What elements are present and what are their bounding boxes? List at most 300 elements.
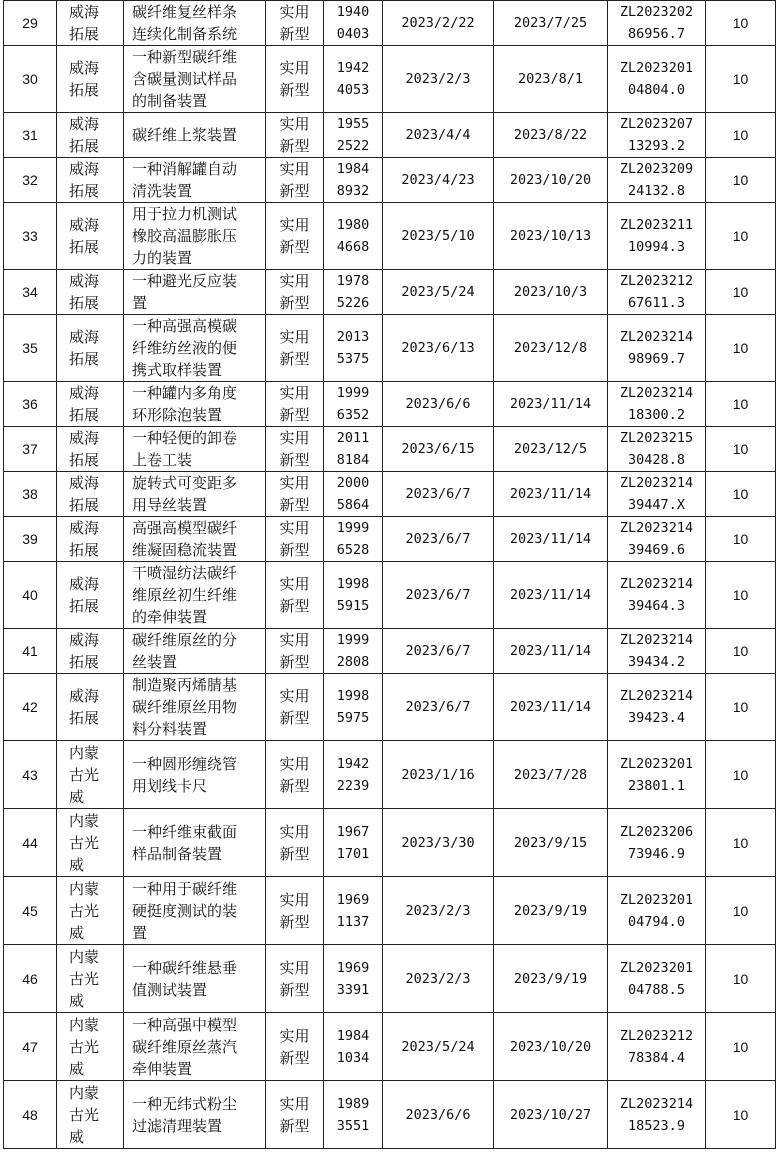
patent-type-cell-line: 实用 bbox=[279, 822, 310, 841]
table-row bbox=[4, 562, 776, 629]
company-cell-line: 威 bbox=[69, 787, 85, 806]
grant-date-cell: 2023/9/15 bbox=[494, 809, 608, 877]
patent-type-cell-line: 实用 bbox=[279, 384, 310, 402]
patent-name-cell-line: 一种轻便的卸卷 bbox=[132, 429, 238, 447]
patent-number-cell-line: ZL2023214 bbox=[619, 576, 694, 592]
company-cell bbox=[57, 629, 124, 674]
application-number-cell-line: 3551 bbox=[336, 1117, 370, 1134]
table-row bbox=[4, 1013, 776, 1081]
grant-date-cell: 2023/8/22 bbox=[494, 113, 608, 158]
patent-type-cell bbox=[266, 629, 324, 674]
patent-name-cell-line: 清洗装置 bbox=[132, 182, 193, 200]
patent-number-cell bbox=[608, 203, 706, 270]
patent-number-cell-line: 86956.7 bbox=[628, 26, 685, 42]
application-number-cell-line: 5864 bbox=[336, 497, 370, 513]
table-row bbox=[4, 113, 776, 158]
patent-name-cell-line: 一种圆形缠绕管 bbox=[132, 754, 238, 773]
term-years-cell: 10 bbox=[706, 741, 776, 809]
patent-number-cell bbox=[608, 629, 706, 674]
table-row bbox=[4, 46, 776, 113]
application-number-cell-line: 2011 bbox=[336, 430, 370, 446]
company-cell bbox=[57, 203, 124, 270]
patent-type-cell-line: 实用 bbox=[279, 429, 310, 447]
patent-number-cell bbox=[608, 945, 706, 1013]
patent-name-cell-line: 制造聚丙烯腈基 bbox=[132, 676, 238, 694]
patent-number-cell-line: ZL2023206 bbox=[619, 823, 694, 840]
patent-name-cell-line: 上卷工装 bbox=[132, 451, 193, 469]
patent-type-cell bbox=[266, 427, 324, 472]
patent-number-cell bbox=[608, 517, 706, 562]
apply-date-cell: 2023/6/7 bbox=[383, 562, 494, 629]
patent-number-cell-line: 39469.6 bbox=[628, 542, 685, 558]
table-row bbox=[4, 472, 776, 517]
patent-type-cell bbox=[266, 741, 324, 809]
patent-type-cell-line: 实用 bbox=[279, 1026, 310, 1045]
company-cell-line: 拓展 bbox=[69, 350, 100, 368]
patent-type-cell-line: 新型 bbox=[279, 406, 310, 424]
application-number-cell bbox=[324, 113, 383, 158]
application-number-cell bbox=[324, 1013, 383, 1081]
patent-number-cell-line: ZL2023214 bbox=[619, 520, 694, 536]
apply-date-cell: 2023/2/3 bbox=[383, 46, 494, 113]
patent-number-cell-line: 04794.0 bbox=[628, 913, 685, 930]
patent-type-cell-line: 新型 bbox=[279, 182, 310, 200]
patent-type-cell bbox=[266, 472, 324, 517]
company-cell-line: 威 bbox=[69, 923, 85, 942]
patent-type-cell-line: 新型 bbox=[279, 496, 310, 514]
patent-type-cell-line: 新型 bbox=[279, 350, 310, 368]
company-cell-line: 威海 bbox=[69, 328, 100, 346]
patent-type-cell bbox=[266, 158, 324, 203]
table-row bbox=[4, 1081, 776, 1149]
patent-number-cell bbox=[608, 382, 706, 427]
patent-type-cell-line: 实用 bbox=[279, 1094, 310, 1113]
table-row bbox=[4, 427, 776, 472]
patent-name-cell-line: 环形除泡装置 bbox=[132, 406, 223, 424]
company-cell-line: 威海 bbox=[69, 474, 100, 492]
application-number-cell-line: 1701 bbox=[336, 845, 370, 862]
patent-name-cell-line: 含碳量测试样品 bbox=[132, 70, 238, 88]
application-number-cell-line: 1989 bbox=[336, 1095, 370, 1112]
patent-number-cell-line: ZL2023201 bbox=[619, 891, 694, 908]
application-number-cell bbox=[324, 315, 383, 382]
application-number-cell-line: 1984 bbox=[336, 161, 370, 177]
application-number-cell-line: 1998 bbox=[336, 576, 370, 592]
row-index: 44 bbox=[4, 809, 57, 877]
patent-number-cell-line: ZL2023214 bbox=[619, 688, 694, 704]
application-number-cell bbox=[324, 741, 383, 809]
table-row bbox=[4, 203, 776, 270]
application-number-cell-line: 1999 bbox=[336, 520, 370, 536]
application-number-cell-line: 1999 bbox=[336, 385, 370, 401]
table-row bbox=[4, 158, 776, 203]
patent-type-cell-line: 实用 bbox=[279, 754, 310, 773]
patent-name-cell-line: 一种罐内多角度 bbox=[132, 384, 238, 402]
term-years-cell: 10 bbox=[706, 629, 776, 674]
apply-date-cell: 2023/2/3 bbox=[383, 877, 494, 945]
patent-number-cell bbox=[608, 270, 706, 315]
company-cell-line: 内蒙 bbox=[69, 947, 100, 966]
application-number-cell-line: 1034 bbox=[336, 1049, 370, 1066]
company-cell-line: 内蒙 bbox=[69, 1015, 100, 1034]
grant-date-cell: 2023/11/14 bbox=[494, 629, 608, 674]
patent-name-cell bbox=[124, 158, 266, 203]
term-years-cell: 10 bbox=[706, 945, 776, 1013]
grant-date-cell: 2023/11/14 bbox=[494, 674, 608, 741]
row-index: 30 bbox=[4, 46, 57, 113]
company-cell-line: 威海 bbox=[69, 575, 100, 593]
patent-number-cell bbox=[608, 1, 706, 46]
patent-number-cell bbox=[608, 427, 706, 472]
patent-name-cell-line: 一种避光反应装 bbox=[132, 272, 238, 290]
application-number-cell-line: 2239 bbox=[336, 777, 370, 794]
apply-date-cell: 2023/6/7 bbox=[383, 674, 494, 741]
application-number-cell bbox=[324, 1, 383, 46]
patent-type-cell-line: 实用 bbox=[279, 631, 310, 649]
patent-name-cell-line: 一种高强中模型 bbox=[132, 1015, 238, 1034]
company-cell-line: 拓展 bbox=[69, 653, 100, 671]
application-number-cell-line: 1969 bbox=[336, 959, 370, 976]
patent-name-cell bbox=[124, 674, 266, 741]
application-number-cell-line: 2808 bbox=[336, 654, 370, 670]
company-cell bbox=[57, 270, 124, 315]
company-cell-line: 威海 bbox=[69, 631, 100, 649]
patent-name-cell-line: 维凝固稳流装置 bbox=[132, 541, 238, 559]
company-cell-line: 威海 bbox=[69, 384, 100, 402]
company-cell-line: 威 bbox=[69, 1127, 85, 1146]
table-row bbox=[4, 382, 776, 427]
table-row bbox=[4, 270, 776, 315]
company-cell bbox=[57, 945, 124, 1013]
grant-date-cell: 2023/11/14 bbox=[494, 562, 608, 629]
company-cell-line: 内蒙 bbox=[69, 879, 100, 898]
patent-number-cell-line: 39464.3 bbox=[628, 598, 685, 614]
patent-name-cell-line: 连续化制备系统 bbox=[132, 25, 238, 43]
patent-name-cell-line: 置 bbox=[132, 923, 148, 942]
term-years-cell: 10 bbox=[706, 877, 776, 945]
company-cell bbox=[57, 877, 124, 945]
patent-type-cell-line: 实用 bbox=[279, 519, 310, 537]
patent-type-cell-line: 新型 bbox=[279, 137, 310, 155]
patent-type-cell-line: 新型 bbox=[279, 912, 310, 931]
patent-type-cell-line: 实用 bbox=[279, 160, 310, 178]
patent-name-cell-line: 料分料装置 bbox=[132, 720, 208, 738]
patent-number-cell-line: ZL2023214 bbox=[619, 329, 694, 345]
patent-name-cell-line: 高强高模型碳纤 bbox=[132, 519, 238, 537]
patent-type-cell-line: 实用 bbox=[279, 216, 310, 234]
company-cell-line: 内蒙 bbox=[69, 1083, 100, 1102]
apply-date-cell: 2023/2/3 bbox=[383, 945, 494, 1013]
grant-date-cell: 2023/10/20 bbox=[494, 1013, 608, 1081]
company-cell-line: 威 bbox=[69, 1059, 85, 1078]
patent-name-cell bbox=[124, 472, 266, 517]
company-cell bbox=[57, 382, 124, 427]
patent-name-cell bbox=[124, 741, 266, 809]
patent-name-cell-line: 一种新型碳纤维 bbox=[132, 48, 238, 66]
grant-date-cell: 2023/11/14 bbox=[494, 472, 608, 517]
patent-name-cell-line: 一种无纬式粉尘 bbox=[132, 1094, 238, 1113]
row-index: 39 bbox=[4, 517, 57, 562]
apply-date-cell: 2023/5/24 bbox=[383, 270, 494, 315]
application-number-cell-line: 8932 bbox=[336, 183, 370, 199]
patent-type-cell bbox=[266, 382, 324, 427]
company-cell-line: 古光 bbox=[69, 765, 100, 784]
patent-name-cell-line: 碳纤维原丝的分 bbox=[132, 631, 238, 649]
table-row bbox=[4, 1, 776, 46]
patent-number-cell-line: 04788.5 bbox=[628, 981, 685, 998]
company-cell-line: 内蒙 bbox=[69, 743, 100, 762]
patent-type-cell-line: 新型 bbox=[279, 451, 310, 469]
patent-number-cell-line: 04804.0 bbox=[628, 82, 685, 98]
application-number-cell bbox=[324, 46, 383, 113]
row-index: 48 bbox=[4, 1081, 57, 1149]
application-number-cell bbox=[324, 427, 383, 472]
patent-number-cell bbox=[608, 1013, 706, 1081]
patent-number-cell-line: 39434.2 bbox=[628, 654, 685, 670]
patent-type-cell bbox=[266, 203, 324, 270]
row-index: 40 bbox=[4, 562, 57, 629]
patent-number-cell-line: 10994.3 bbox=[628, 239, 685, 255]
patent-type-cell-line: 新型 bbox=[279, 238, 310, 256]
application-number-cell-line: 1967 bbox=[336, 823, 370, 840]
apply-date-cell: 2023/6/7 bbox=[383, 472, 494, 517]
patent-name-cell-line: 丝装置 bbox=[132, 653, 178, 671]
application-number-cell-line: 1980 bbox=[336, 217, 370, 233]
company-cell-line: 古光 bbox=[69, 833, 100, 852]
patent-number-cell-line: ZL2023214 bbox=[619, 385, 694, 401]
patent-number-cell-line: ZL2023201 bbox=[619, 959, 694, 976]
patent-number-cell-line: ZL2023214 bbox=[619, 1095, 694, 1112]
company-cell bbox=[57, 46, 124, 113]
term-years-cell: 10 bbox=[706, 674, 776, 741]
patent-number-cell bbox=[608, 113, 706, 158]
patent-number-cell-line: 18300.2 bbox=[628, 407, 685, 423]
company-cell bbox=[57, 517, 124, 562]
row-index: 45 bbox=[4, 877, 57, 945]
patent-name-cell bbox=[124, 1081, 266, 1149]
patent-number-cell-line: ZL2023207 bbox=[619, 116, 694, 132]
apply-date-cell: 2023/4/23 bbox=[383, 158, 494, 203]
company-cell-line: 拓展 bbox=[69, 597, 100, 615]
term-years-cell: 10 bbox=[706, 1013, 776, 1081]
patent-number-cell bbox=[608, 46, 706, 113]
term-years-cell: 10 bbox=[706, 517, 776, 562]
grant-date-cell: 2023/7/25 bbox=[494, 1, 608, 46]
patent-type-cell-line: 新型 bbox=[279, 1048, 310, 1067]
company-cell-line: 威海 bbox=[69, 160, 100, 178]
row-index: 34 bbox=[4, 270, 57, 315]
company-cell bbox=[57, 741, 124, 809]
patent-number-cell-line: ZL2023209 bbox=[619, 161, 694, 177]
application-number-cell-line: 5975 bbox=[336, 710, 370, 726]
company-cell-line: 拓展 bbox=[69, 406, 100, 424]
patent-name-cell bbox=[124, 427, 266, 472]
patent-name-cell-line: 干喷湿纺法碳纤 bbox=[132, 564, 238, 582]
term-years-cell: 10 bbox=[706, 427, 776, 472]
row-index: 41 bbox=[4, 629, 57, 674]
term-years-cell: 10 bbox=[706, 1081, 776, 1149]
patent-number-cell-line: 98969.7 bbox=[628, 351, 685, 367]
patent-number-cell-line: 78384.4 bbox=[628, 1049, 685, 1066]
application-number-cell-line: 1137 bbox=[336, 913, 370, 930]
company-cell bbox=[57, 1013, 124, 1081]
table-row bbox=[4, 315, 776, 382]
term-years-cell: 10 bbox=[706, 113, 776, 158]
company-cell-line: 威海 bbox=[69, 115, 100, 133]
patent-number-cell bbox=[608, 1081, 706, 1149]
patent-name-cell bbox=[124, 517, 266, 562]
patent-type-cell-line: 实用 bbox=[279, 115, 310, 133]
patent-number-cell-line: 30428.8 bbox=[628, 452, 685, 468]
company-cell-line: 威海 bbox=[69, 216, 100, 234]
application-number-cell bbox=[324, 270, 383, 315]
patent-type-cell-line: 新型 bbox=[279, 653, 310, 671]
term-years-cell: 10 bbox=[706, 562, 776, 629]
patent-number-cell bbox=[608, 877, 706, 945]
patent-number-cell-line: ZL2023215 bbox=[619, 430, 694, 446]
application-number-cell-line: 2522 bbox=[336, 138, 370, 154]
patent-number-cell-line: 18523.9 bbox=[628, 1117, 685, 1134]
apply-date-cell: 2023/6/15 bbox=[383, 427, 494, 472]
application-number-cell-line: 3391 bbox=[336, 981, 370, 998]
company-cell-line: 威海 bbox=[69, 272, 100, 290]
application-number-cell-line: 1978 bbox=[336, 273, 370, 289]
row-index: 32 bbox=[4, 158, 57, 203]
row-index: 36 bbox=[4, 382, 57, 427]
patent-type-cell-line: 新型 bbox=[279, 1116, 310, 1135]
company-cell-line: 拓展 bbox=[69, 25, 100, 43]
application-number-cell-line: 6352 bbox=[336, 407, 370, 423]
application-number-cell bbox=[324, 877, 383, 945]
company-cell-line: 拓展 bbox=[69, 294, 100, 312]
company-cell-line: 威海 bbox=[69, 3, 100, 21]
patent-type-cell bbox=[266, 46, 324, 113]
table-row bbox=[4, 629, 776, 674]
patent-number-cell-line: 39423.4 bbox=[628, 710, 685, 726]
patent-name-cell-line: 硬挺度测试的装 bbox=[132, 901, 238, 920]
table-row bbox=[4, 517, 776, 562]
apply-date-cell: 2023/6/7 bbox=[383, 517, 494, 562]
patent-name-cell-line: 一种碳纤维悬垂 bbox=[132, 958, 238, 977]
patent-name-cell bbox=[124, 877, 266, 945]
application-number-cell bbox=[324, 382, 383, 427]
patent-type-cell bbox=[266, 517, 324, 562]
company-cell bbox=[57, 1081, 124, 1149]
patent-name-cell-line: 样品制备装置 bbox=[132, 844, 223, 863]
patent-name-cell-line: 携式取样装置 bbox=[132, 361, 223, 379]
company-cell-line: 古光 bbox=[69, 1037, 100, 1056]
company-cell bbox=[57, 315, 124, 382]
patent-number-cell bbox=[608, 809, 706, 877]
patent-name-cell bbox=[124, 1, 266, 46]
application-number-cell-line: 5915 bbox=[336, 598, 370, 614]
apply-date-cell: 2023/6/6 bbox=[383, 382, 494, 427]
patent-type-cell-line: 新型 bbox=[279, 980, 310, 999]
patent-type-cell-line: 新型 bbox=[279, 81, 310, 99]
patent-type-cell-line: 实用 bbox=[279, 575, 310, 593]
company-cell-line: 古光 bbox=[69, 901, 100, 920]
application-number-cell-line: 1940 bbox=[336, 4, 370, 20]
patent-name-cell bbox=[124, 809, 266, 877]
grant-date-cell: 2023/10/3 bbox=[494, 270, 608, 315]
patent-type-cell bbox=[266, 945, 324, 1013]
company-cell-line: 威海 bbox=[69, 59, 100, 77]
term-years-cell: 10 bbox=[706, 1, 776, 46]
grant-date-cell: 2023/12/5 bbox=[494, 427, 608, 472]
patent-type-cell-line: 实用 bbox=[279, 3, 310, 21]
patent-name-cell-line: 用导丝装置 bbox=[132, 496, 208, 514]
application-number-cell-line: 1998 bbox=[336, 688, 370, 704]
grant-date-cell: 2023/11/14 bbox=[494, 517, 608, 562]
company-cell-line: 拓展 bbox=[69, 81, 100, 99]
patent-type-cell bbox=[266, 877, 324, 945]
company-cell-line: 拓展 bbox=[69, 451, 100, 469]
row-index: 42 bbox=[4, 674, 57, 741]
row-index: 31 bbox=[4, 113, 57, 158]
patent-name-cell-line: 置 bbox=[132, 294, 148, 312]
company-cell-line: 威 bbox=[69, 855, 85, 874]
grant-date-cell: 2023/9/19 bbox=[494, 877, 608, 945]
patent-number-cell bbox=[608, 741, 706, 809]
term-years-cell: 10 bbox=[706, 158, 776, 203]
patent-name-cell bbox=[124, 1013, 266, 1081]
patent-number-cell-line: ZL2023212 bbox=[619, 273, 694, 289]
patent-type-cell-line: 实用 bbox=[279, 890, 310, 909]
table-row bbox=[4, 945, 776, 1013]
patent-type-cell-line: 新型 bbox=[279, 709, 310, 727]
row-index: 47 bbox=[4, 1013, 57, 1081]
patent-name-cell-line: 牵伸装置 bbox=[132, 1059, 193, 1078]
patent-type-cell-line: 新型 bbox=[279, 541, 310, 559]
grant-date-cell: 2023/8/1 bbox=[494, 46, 608, 113]
patent-name-cell-line: 纤维纺丝液的便 bbox=[132, 339, 238, 357]
term-years-cell: 10 bbox=[706, 472, 776, 517]
patent-type-cell-line: 新型 bbox=[279, 294, 310, 312]
row-index: 29 bbox=[4, 1, 57, 46]
apply-date-cell: 2023/3/30 bbox=[383, 809, 494, 877]
apply-date-cell: 2023/5/10 bbox=[383, 203, 494, 270]
patent-name-cell-line: 力的装置 bbox=[132, 249, 193, 267]
application-number-cell-line: 4668 bbox=[336, 239, 370, 255]
patent-type-cell-line: 实用 bbox=[279, 59, 310, 77]
patent-number-cell-line: 13293.2 bbox=[628, 138, 685, 154]
application-number-cell-line: 1955 bbox=[336, 116, 370, 132]
company-cell bbox=[57, 674, 124, 741]
patent-type-cell bbox=[266, 562, 324, 629]
term-years-cell: 10 bbox=[706, 203, 776, 270]
application-number-cell-line: 5375 bbox=[336, 351, 370, 367]
patent-number-cell-line: ZL2023214 bbox=[619, 632, 694, 648]
patent-name-cell-line: 碳纤维原丝蒸汽 bbox=[132, 1037, 238, 1056]
apply-date-cell: 2023/1/16 bbox=[383, 741, 494, 809]
application-number-cell-line: 4053 bbox=[336, 82, 370, 98]
application-number-cell-line: 1942 bbox=[336, 60, 370, 76]
apply-date-cell: 2023/2/22 bbox=[383, 1, 494, 46]
patent-number-cell bbox=[608, 472, 706, 517]
application-number-cell bbox=[324, 1081, 383, 1149]
term-years-cell: 10 bbox=[706, 270, 776, 315]
patent-type-cell bbox=[266, 1013, 324, 1081]
company-cell bbox=[57, 427, 124, 472]
patent-type-cell bbox=[266, 1081, 324, 1149]
application-number-cell-line: 2013 bbox=[336, 329, 370, 345]
patent-name-cell-line: 橡胶高温膨胀压 bbox=[132, 227, 238, 245]
term-years-cell: 10 bbox=[706, 46, 776, 113]
patent-type-cell-line: 新型 bbox=[279, 597, 310, 615]
patent-type-cell-line: 实用 bbox=[279, 474, 310, 492]
patent-number-cell-line: 23801.1 bbox=[628, 777, 685, 794]
patent-name-cell-line: 的制备装置 bbox=[132, 92, 208, 110]
